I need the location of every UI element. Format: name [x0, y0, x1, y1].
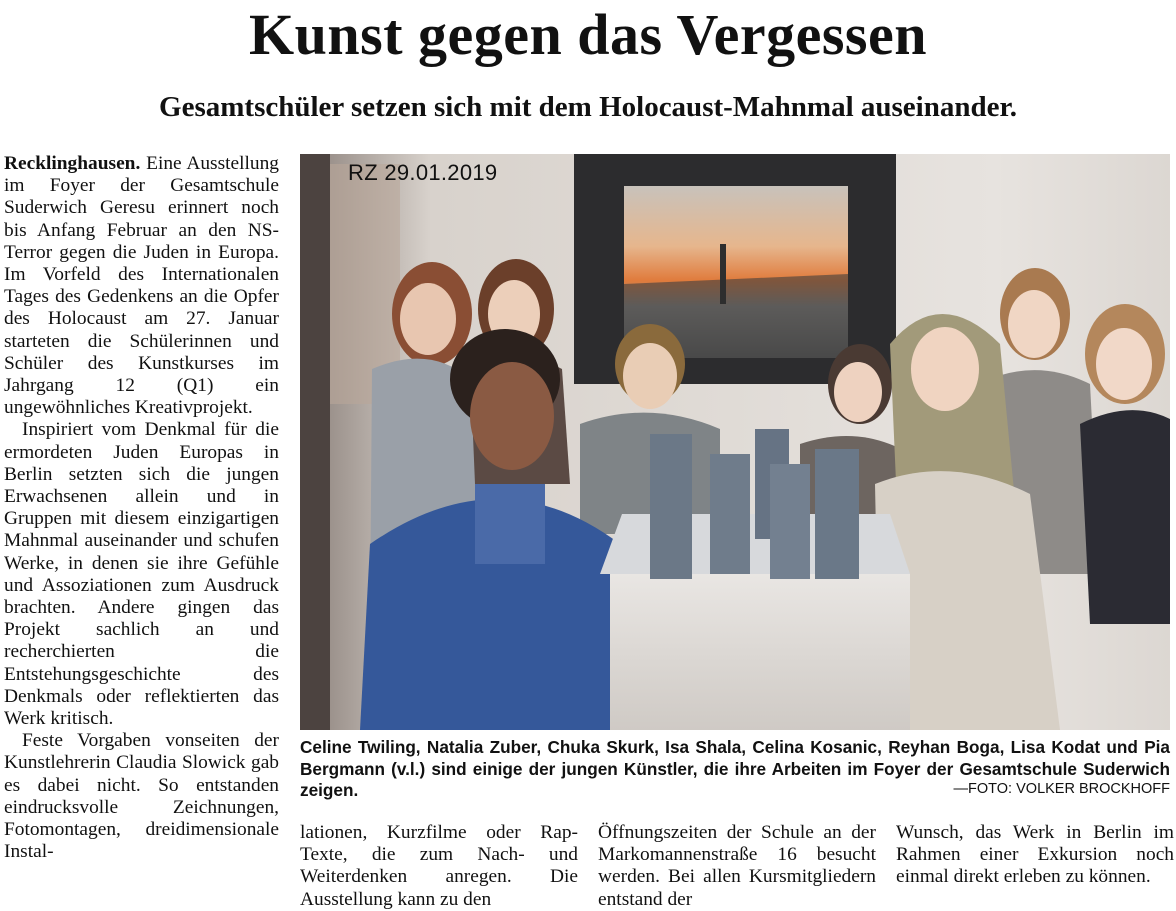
article-column-3: Öffnungszeiten der Schule an der Markomannenstraße 16 besucht werden. Bei allen Kursmitgliedern entstand der	[598, 822, 876, 910]
paragraph-2: Inspiriert vom Denkmal für die ermordeten Juden Europas in Berlin setzten sich die jungen Erwachsenen allein und in Gruppen mit diesem einzigartigen Mahnmal auseinander und schufen Werke, in denen sie ihre Gefühle und Assoziationen zum Ausdruck brachten. Andere gingen das Projekt sachlich an und recherchierten die Entstehungsgeschichte des Denkmals oder reflektierten das Werk kritisch.	[4, 419, 279, 730]
photo-credit: —FOTO: VOLKER BROCKHOFF	[953, 781, 1170, 797]
photo-illustration	[300, 154, 1170, 730]
paragraph-1	[4, 153, 279, 419]
date-stamp: RZ 29.01.2019	[348, 160, 498, 185]
photo-caption: Celine Twiling, Natalia Zuber, Chuka Skurk, Isa Shala, Celina Kosanic, Reyhan Boga, Lisa Kodat und Pia Bergmann (v.l.) sind einige der jungen Künstler, die ihre Arbeiten im Foyer der Gesamtschule Suderwich zeigen.	[300, 737, 1170, 801]
article-column-1	[4, 153, 279, 864]
paragraph-3: Feste Vorgaben vonseiten der Kunstlehrerin Claudia Slowick gab es dabei nicht. So entstanden eindrucksvolle Zeichnungen, Fotomontagen, dreidimensionale Instal-	[4, 730, 279, 863]
headline: Kunst gegen das Vergessen	[249, 2, 927, 67]
paragraph-1-text: Eine Ausstellung im Foyer der Gesamtschule Suderwich Geresu erinnert noch bis Anfang Februar an den NS-Terror gegen die Juden in Europa. Im Vorfeld des Internationalen Tages des Gedenkens an die Opfer des Holocaust am 27. Januar starteten die Schülerinnen und Schüler des Kunstkurses im Jahrgang 12 (Q1) ein ungewöhnliches Kreativprojekt.	[4, 153, 279, 419]
subheadline: Gesamtschüler setzen sich mit dem Holocaust-Mahnmal auseinander.	[159, 91, 1017, 123]
article-column-2: lationen, Kurzfilme oder Rap-Texte, die zum Nach- und Weiterdenken anregen. Die Ausstellung kann zu den	[300, 822, 578, 910]
article-photo	[300, 154, 1170, 730]
article-column-4: Wunsch, das Werk in Berlin im Rahmen einer Exkursion noch einmal direkt erleben zu können.	[896, 822, 1174, 888]
dateline: Recklinghausen.	[4, 153, 141, 174]
